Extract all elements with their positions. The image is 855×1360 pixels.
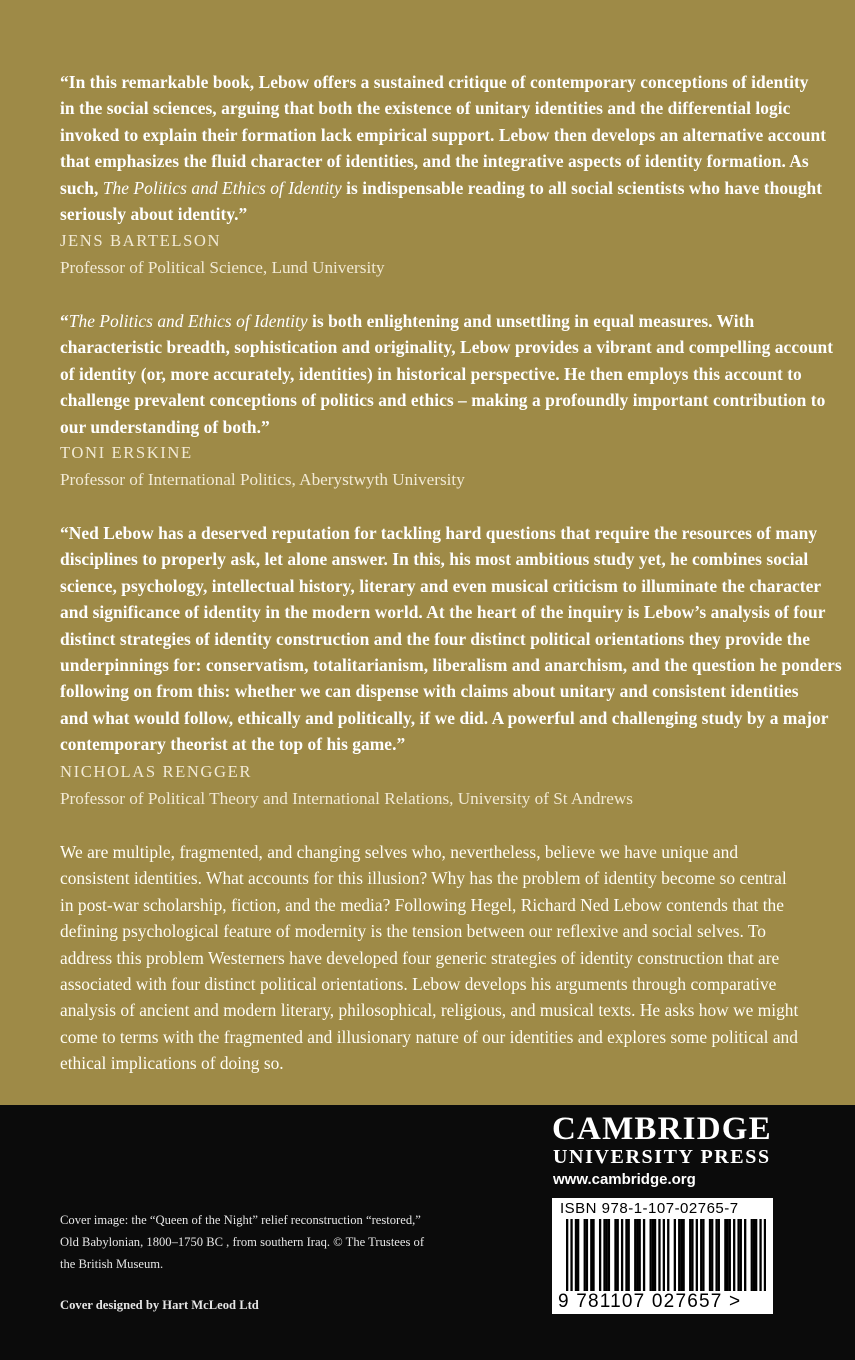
blurb-line: associated with four distinct political orientations. Lebow develops his arguments through comparative [60, 974, 777, 995]
review-2 [60, 308, 855, 440]
reviewer-affiliation: Professor of International Politics, Aberystwyth University [60, 470, 465, 489]
barcode-bar [590, 1219, 592, 1291]
review-line: “The Politics and Ethics of Identity is both enlightening and unsettling in equal measures. With [60, 311, 755, 331]
publisher-url: www.cambridge.org [553, 1171, 696, 1188]
review-line: of identity (or, more accurately, identities) in historical perspective. He then employs this account to [60, 363, 802, 384]
book-blurb [60, 839, 855, 1077]
barcode-bar [700, 1219, 702, 1291]
barcode-bar [614, 1219, 616, 1291]
barcode-bar [586, 1219, 588, 1291]
blurb-line: defining psychological feature of modernity is the tension between our reflexive and social selves. To [60, 921, 766, 942]
reviewer-name: NICHOLAS RENGGER [60, 762, 252, 781]
barcode-bar [566, 1219, 568, 1291]
barcode-bar [643, 1219, 645, 1291]
review-line: “Ned Lebow has a deserved reputation for tackling hard questions that require the resources of many [60, 523, 818, 543]
barcode-bar [577, 1219, 579, 1291]
review-line: contemporary theorist at the top of his game.” [60, 734, 406, 755]
review-line: distinct strategies of identity construction and the four distinct political orientations they provide the [60, 628, 811, 649]
reviewer-affiliation: Professor of Political Theory and International Relations, University of St Andrews [60, 789, 633, 808]
barcode-bar [702, 1219, 704, 1291]
barcode-bar [650, 1219, 652, 1291]
barcode-bar [639, 1219, 641, 1291]
barcode-bar [584, 1219, 586, 1291]
barcode-bar [606, 1219, 608, 1291]
blurb-line: We are multiple, fragmented, and changing selves who, nevertheless, believe we have unique and [60, 842, 739, 862]
cover-designer: Cover designed by Hart McLeod Ltd [60, 1298, 259, 1312]
review-line: underpinnings for: conservatism, totalitarianism, liberalism and anarchism, and the question he ponders [60, 655, 842, 676]
barcode-bar [663, 1219, 665, 1291]
barcode-bar [689, 1219, 691, 1291]
cover-image-credit [60, 1209, 424, 1275]
publisher-logo-sub: UNIVERSITY PRESS [553, 1146, 771, 1168]
review-line: “In this remarkable book, Lebow offers a sustained critique of contemporary conceptions of identity [60, 72, 809, 92]
barcode-bar [621, 1219, 623, 1291]
credit-line: Cover image: the “Queen of the Night” relief reconstruction “restored,” [60, 1213, 421, 1227]
review-line: science, psychology, intellectual history, literary and even musical criticism to illuminate the character [60, 575, 822, 596]
barcode-bar [744, 1219, 746, 1291]
barcode-bar [691, 1219, 693, 1291]
barcode-bar [667, 1219, 669, 1291]
reviewer-affiliation: Professor of Political Science, Lund University [60, 258, 385, 277]
isbn-barcode [552, 1198, 773, 1314]
barcode-bar [628, 1219, 630, 1291]
barcode-bar [575, 1219, 577, 1291]
barcode-bar [724, 1219, 726, 1291]
barcode-bar [740, 1219, 742, 1291]
review-line: our understanding of both.” [60, 416, 270, 437]
review-line: that emphasizes the fluid character of identities, and the integrative aspects of identity formation. As [60, 151, 809, 172]
review-line: seriously about identity.” [60, 204, 248, 225]
barcode-bar [617, 1219, 619, 1291]
review-line: characteristic breadth, sophistication and originality, Lebow provides a vibrant and compelling account [60, 337, 834, 358]
blurb-line: address this problem Westerners have developed four generic strategies of identity construction that are [60, 947, 780, 968]
review-line: following on from this: whether we can dispense with claims about unitary and consistent identities [60, 681, 799, 702]
barcode-bar [737, 1219, 739, 1291]
book-title: The Politics and Ethics of Identity [68, 311, 308, 331]
barcode-bar [729, 1219, 731, 1291]
barcode-bar [570, 1219, 572, 1291]
isbn-digits: 9 781107 027657 > [558, 1291, 742, 1312]
barcode-bar [625, 1219, 627, 1291]
barcode-bar [753, 1219, 755, 1291]
blurb-line: ethical implications of doing so. [60, 1053, 284, 1074]
barcode-bar [718, 1219, 720, 1291]
review-line: invoked to explain their formation lack empirical support. Lebow then develops an alternative account [60, 124, 827, 145]
barcode-bar [755, 1219, 757, 1291]
review-line: in the social sciences, arguing that both the existence of unitary identities and the differential logic [60, 98, 791, 119]
blurb-line: in post-war scholarship, fiction, and the media? Following Hegel, Richard Ned Lebow contends that the [60, 894, 784, 915]
review-line: disciplines to properly ask, let alone answer. In this, his most ambitious study yet, he combines social [60, 549, 809, 570]
barcode-bar [678, 1219, 680, 1291]
barcode-bar [654, 1219, 656, 1291]
review-1 [60, 69, 855, 227]
review-line: and what would follow, ethically and politically, if we did. A powerful and challenging study by a major [60, 707, 829, 728]
barcode-bar [608, 1219, 610, 1291]
reviewer-name: JENS BARTELSON [60, 231, 222, 250]
barcode-bar [709, 1219, 711, 1291]
publisher-logo-name: CAMBRIDGE [552, 1111, 772, 1147]
barcode-bar [715, 1219, 717, 1291]
barcode-bar [726, 1219, 728, 1291]
barcode-bar [764, 1219, 766, 1291]
barcode-bar [658, 1219, 660, 1291]
barcode-bar [674, 1219, 676, 1291]
barcode-bar [592, 1219, 594, 1291]
book-title: The Politics and Ethics of Identity [102, 177, 342, 198]
review-3 [60, 520, 855, 758]
review-line: and significance of identity in the modern world. At the heart of the inquiry is Lebow’s analysis of four [60, 602, 826, 623]
barcode-bar [759, 1219, 761, 1291]
barcode-bars [566, 1219, 766, 1291]
barcode-bar [599, 1219, 601, 1291]
barcode-bar [711, 1219, 713, 1291]
reviewer-name: TONI ERSKINE [60, 443, 193, 462]
barcode-bar [680, 1219, 682, 1291]
barcode-bar [636, 1219, 638, 1291]
blurb-line: analysis of ancient and modern literary, philosophical, religious, and musical texts. He asks how we might [60, 1000, 799, 1021]
blurb-line: come to terms with the fragmented and illusionary nature of our identities and explores some political and [60, 1026, 798, 1047]
credit-line: the British Museum. [60, 1257, 164, 1271]
blurb-line: consistent identities. What accounts for this illusion? Why has the problem of identity become so central [60, 868, 787, 889]
barcode-bar [751, 1219, 753, 1291]
barcode-bar [652, 1219, 654, 1291]
review-line: challenge prevalent conceptions of politics and ethics – making a profoundly important contribution to [60, 390, 826, 411]
isbn-label: ISBN 978-1-107-02765-7 [560, 1200, 739, 1217]
barcode-bar [634, 1219, 636, 1291]
barcode-bar [696, 1219, 698, 1291]
barcode-bar [733, 1219, 735, 1291]
credit-line: Old Babylonian, 1800–1750 BC , from southern Iraq. © The Trustees of [60, 1235, 425, 1249]
barcode-bar [603, 1219, 605, 1291]
barcode-bar [682, 1219, 684, 1291]
review-line: such, The Politics and Ethics of Identity is indispensable reading to all social scientists who have thought [60, 177, 823, 198]
